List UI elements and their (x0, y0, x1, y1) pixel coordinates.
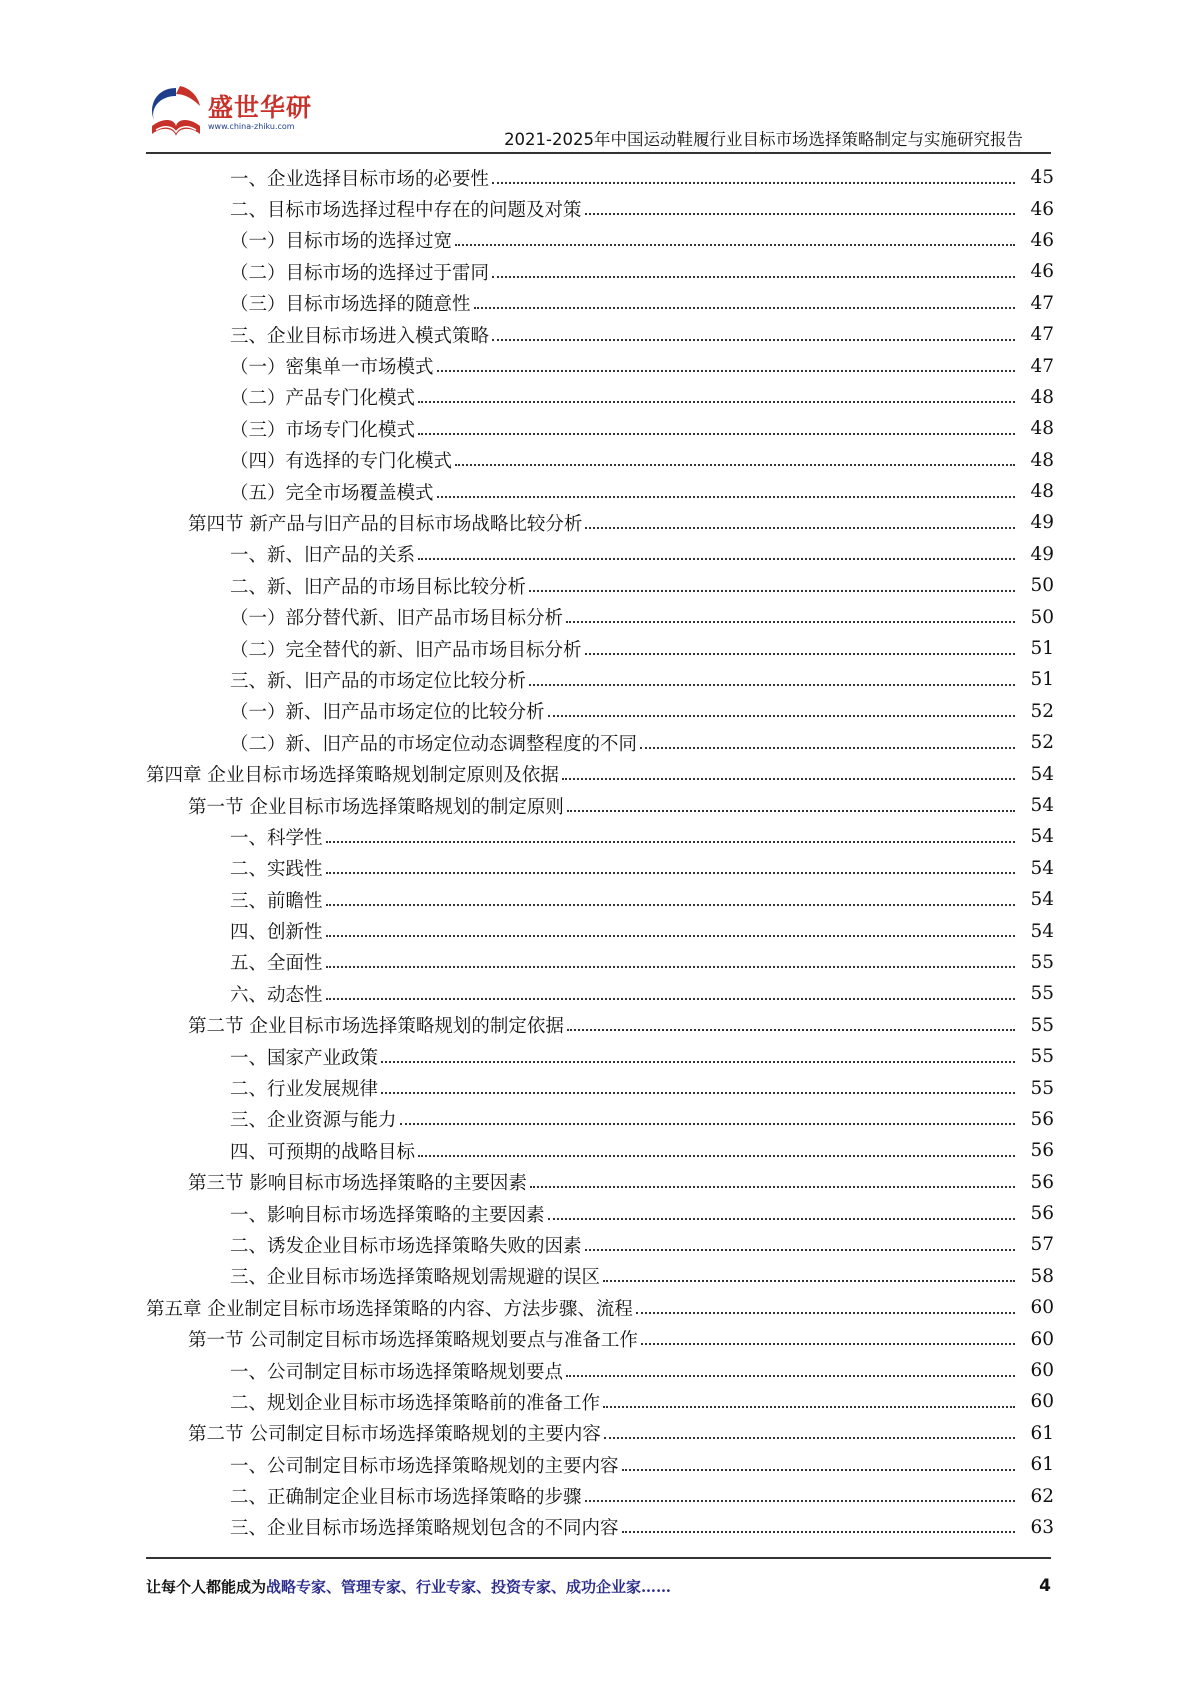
report-title: 2021-2025年中国运动鞋履行业目标市场选择策略制定与实施研究报告 (504, 130, 1023, 149)
toc-entry[interactable] (0, 445, 1191, 476)
toc-entry-label: 第二节 企业目标市场选择策略规划的制定依据 (188, 1016, 564, 1038)
toc-entry-page: 51 (1030, 669, 1054, 691)
toc-entry-page: 47 (1030, 324, 1054, 346)
toc-entry[interactable] (0, 1355, 1191, 1386)
toc-dot-leader (529, 684, 1015, 686)
toc-dot-leader (326, 904, 1015, 906)
page-header (0, 0, 1191, 160)
toc-entry[interactable] (0, 1198, 1191, 1229)
toc-entry[interactable] (0, 978, 1191, 1009)
toc-entry-page: 60 (1030, 1391, 1054, 1413)
toc-entry-page: 60 (1030, 1297, 1054, 1319)
toc-entry-label: 一、新、旧产品的关系 (230, 545, 416, 567)
logo-url: www.china-zhiku.com (208, 122, 295, 131)
toc-entry-label: （三）目标市场选择的随意性 (230, 294, 471, 316)
toc-dot-leader (636, 1312, 1015, 1314)
toc-entry[interactable] (0, 915, 1191, 946)
toc-dot-leader (641, 1343, 1015, 1345)
toc-entry-page: 55 (1030, 983, 1054, 1005)
toc-dot-leader (455, 464, 1015, 466)
toc-entry-label: 第四章 企业目标市场选择策略规划制定原则及依据 (146, 765, 559, 787)
toc-entry-label: （一）目标市场的选择过宽 (230, 231, 453, 253)
toc-entry[interactable] (0, 193, 1191, 224)
toc-dot-leader (530, 1186, 1015, 1188)
toc-entry-page: 56 (1030, 1140, 1054, 1162)
toc-entry-label: 六、动态性 (230, 984, 323, 1006)
toc-entry-label: 四、创新性 (230, 922, 323, 944)
toc-entry[interactable] (0, 947, 1191, 978)
toc-entry[interactable] (0, 1135, 1191, 1166)
toc-entry-label: 一、公司制定目标市场选择策略规划的主要内容 (230, 1455, 619, 1477)
toc-entry-label: （二）产品专门化模式 (230, 388, 416, 410)
toc-entry-page: 45 (1030, 167, 1054, 189)
toc-entry[interactable] (0, 476, 1191, 507)
toc-entry[interactable] (0, 256, 1191, 287)
toc-entry[interactable] (0, 1229, 1191, 1260)
toc-entry-label: 第四节 新产品与旧产品的目标市场战略比较分析 (188, 513, 583, 535)
toc-entry-label: 三、企业目标市场进入模式策略 (230, 325, 490, 347)
toc-entry-label: （二）新、旧产品的市场定位动态调整程度的不同 (230, 733, 638, 755)
toc-entry-page: 48 (1030, 481, 1054, 503)
toc-entry-page: 54 (1030, 826, 1054, 848)
toc-entry-label: 三、企业目标市场选择策略规划包含的不同内容 (230, 1518, 619, 1540)
toc-dot-leader (418, 1155, 1015, 1157)
toc-entry[interactable] (0, 790, 1191, 821)
toc-entry-page: 48 (1030, 449, 1054, 471)
toc-entry-page: 52 (1030, 700, 1054, 722)
toc-entry-page: 46 (1030, 229, 1054, 251)
toc-dot-leader (585, 527, 1015, 529)
toc-entry[interactable] (0, 1261, 1191, 1292)
toc-entry-label: 第二节 公司制定目标市场选择策略规划的主要内容 (188, 1424, 601, 1446)
toc-entry[interactable] (0, 1512, 1191, 1543)
footer-slogan (146, 1576, 671, 1597)
toc-entry-label: 第一节 企业目标市场选择策略规划的制定原则 (188, 796, 564, 818)
toc-dot-leader (474, 307, 1015, 309)
toc-entry-label: 三、企业资源与能力 (230, 1110, 397, 1132)
footer-divider (146, 1557, 1051, 1559)
toc-dot-leader (562, 778, 1015, 780)
toc-entry-page: 63 (1030, 1516, 1054, 1538)
toc-entry-page: 50 (1030, 575, 1054, 597)
toc-entry-page: 55 (1030, 1046, 1054, 1068)
toc-entry-label: 二、实践性 (230, 859, 323, 881)
toc-entry[interactable] (0, 1072, 1191, 1103)
toc-dot-leader (585, 1500, 1015, 1502)
toc-entry[interactable] (0, 727, 1191, 758)
toc-entry-label: 三、新、旧产品的市场定位比较分析 (230, 670, 527, 692)
toc-entry-label: （四）有选择的专门化模式 (230, 451, 453, 473)
toc-dot-leader (604, 1437, 1015, 1439)
toc-entry[interactable] (0, 225, 1191, 256)
toc-entry[interactable] (0, 696, 1191, 727)
toc-entry[interactable] (0, 1449, 1191, 1480)
toc-entry-page: 46 (1030, 198, 1054, 220)
toc-dot-leader (437, 370, 1015, 372)
toc-entry-page: 54 (1030, 920, 1054, 942)
toc-entry-page: 56 (1030, 1203, 1054, 1225)
toc-entry[interactable] (0, 664, 1191, 695)
toc-dot-leader (326, 841, 1015, 843)
toc-entry-label: 二、规划企业目标市场选择策略前的准备工作 (230, 1392, 601, 1414)
toc-entry-page: 60 (1030, 1360, 1054, 1382)
slogan-prefix: 让每个人都能成为 (146, 1578, 267, 1596)
logo-text: 盛世华研 (208, 93, 313, 122)
toc-entry[interactable] (0, 601, 1191, 632)
toc-entry[interactable] (0, 1167, 1191, 1198)
toc-dot-leader (381, 1092, 1015, 1094)
toc-entry-label: 二、诱发企业目标市场选择策略失败的因素 (230, 1235, 582, 1257)
toc-entry[interactable] (0, 539, 1191, 570)
toc-entry[interactable] (0, 350, 1191, 381)
toc-entry-page: 50 (1030, 606, 1054, 628)
toc-entry-label: 三、前瞻性 (230, 890, 323, 912)
toc-entry-page: 57 (1030, 1234, 1054, 1256)
toc-dot-leader (585, 653, 1015, 655)
toc-entry-page: 49 (1030, 543, 1054, 565)
header-divider (146, 152, 1051, 154)
toc-entry-page: 54 (1030, 857, 1054, 879)
toc-entry-page: 60 (1030, 1328, 1054, 1350)
toc-dot-leader (548, 1218, 1015, 1220)
toc-entry-page: 54 (1030, 763, 1054, 785)
toc-dot-leader (492, 339, 1015, 341)
toc-entry-page: 47 (1030, 292, 1054, 314)
toc-dot-leader (567, 810, 1015, 812)
toc-entry[interactable] (0, 1323, 1191, 1354)
toc-entry-label: （二）完全替代的新、旧产品市场目标分析 (230, 639, 582, 661)
toc-dot-leader (640, 747, 1015, 749)
toc-entry-label: 二、行业发展规律 (230, 1079, 379, 1101)
toc-entry-page: 55 (1030, 1014, 1054, 1036)
toc-dot-leader (326, 966, 1015, 968)
toc-dot-leader (603, 1406, 1015, 1408)
toc-entry-page: 48 (1030, 386, 1054, 408)
company-logo (146, 82, 316, 144)
toc-dot-leader (455, 244, 1015, 246)
toc-entry-label: 第五章 企业制定目标市场选择策略的内容、方法步骤、流程 (146, 1298, 633, 1320)
toc-entry[interactable] (0, 162, 1191, 193)
toc-entry[interactable] (0, 853, 1191, 884)
toc-dot-leader (400, 1123, 1015, 1125)
toc-entry-label: 一、企业选择目标市场的必要性 (230, 168, 490, 190)
toc-entry-label: 一、国家产业政策 (230, 1047, 379, 1069)
toc-entry[interactable] (0, 1292, 1191, 1323)
toc-entry[interactable] (0, 507, 1191, 538)
toc-dot-leader (326, 872, 1015, 874)
toc-entry-page: 54 (1030, 889, 1054, 911)
toc-entry-label: （一）新、旧产品市场定位的比较分析 (230, 702, 545, 724)
toc-entry[interactable] (0, 382, 1191, 413)
toc-entry-page: 54 (1030, 795, 1054, 816)
toc-entry-label: 一、科学性 (230, 827, 323, 849)
toc-entry-page: 48 (1030, 418, 1054, 440)
toc-entry-page: 55 (1030, 1077, 1054, 1099)
toc-entry-label: （二）目标市场的选择过于雷同 (230, 262, 490, 284)
toc-entry-label: （一）部分替代新、旧产品市场目标分析 (230, 608, 564, 630)
toc-entry-label: （五）完全市场覆盖模式 (230, 482, 434, 504)
page-footer (146, 1576, 1051, 1606)
toc-entry-page: 51 (1030, 638, 1054, 660)
toc-entry[interactable] (0, 1104, 1191, 1135)
toc-dot-leader (418, 401, 1015, 403)
toc-entry-label: 五、全面性 (230, 953, 323, 975)
toc-entry[interactable] (0, 319, 1191, 350)
toc-entry[interactable] (0, 758, 1191, 789)
toc-entry-page: 56 (1030, 1108, 1054, 1130)
toc-entry-label: 一、影响目标市场选择策略的主要因素 (230, 1204, 545, 1226)
toc-entry-label: 四、可预期的战略目标 (230, 1141, 416, 1163)
toc-entry-page: 46 (1030, 261, 1054, 283)
toc-entry[interactable] (0, 1418, 1191, 1449)
slogan-roles: 战略专家、管理专家、行业专家、投资专家、成功企业家…… (266, 1578, 672, 1596)
toc-entry[interactable] (0, 633, 1191, 664)
toc-entry[interactable] (0, 884, 1191, 915)
toc-entry[interactable] (0, 1041, 1191, 1072)
toc-entry-label: （一）密集单一市场模式 (230, 357, 434, 379)
toc-dot-leader (585, 213, 1015, 215)
toc-entry-page: 47 (1030, 355, 1054, 377)
toc-entry-page: 61 (1030, 1422, 1054, 1444)
toc-dot-leader (566, 621, 1015, 623)
toc-dot-leader (622, 1531, 1015, 1533)
toc-dot-leader (566, 1375, 1015, 1377)
toc-entry-label: 第三节 影响目标市场选择策略的主要因素 (188, 1173, 527, 1195)
toc-dot-leader (567, 1029, 1015, 1031)
toc-entry-label: 二、正确制定企业目标市场选择策略的步骤 (230, 1487, 582, 1509)
toc-dot-leader (418, 558, 1015, 560)
toc-dot-leader (418, 433, 1015, 435)
toc-entry-label: 三、企业目标市场选择策略规划需规避的误区 (230, 1267, 601, 1289)
page-number: 4 (1039, 1576, 1051, 1596)
toc-dot-leader (529, 590, 1015, 592)
table-of-contents (0, 162, 1191, 1543)
toc-dot-leader (492, 182, 1015, 184)
toc-dot-leader (381, 1061, 1015, 1063)
toc-entry-page: 55 (1030, 951, 1054, 973)
toc-entry[interactable] (0, 413, 1191, 444)
toc-dot-leader (326, 998, 1015, 1000)
toc-dot-leader (622, 1469, 1015, 1471)
toc-entry[interactable] (0, 821, 1191, 852)
toc-dot-leader (437, 496, 1015, 498)
toc-entry-page: 62 (1030, 1485, 1054, 1507)
toc-entry-label: （三）市场专门化模式 (230, 419, 416, 441)
toc-entry[interactable] (0, 1386, 1191, 1417)
toc-dot-leader (603, 1280, 1015, 1282)
toc-entry-label: 二、目标市场选择过程中存在的问题及对策 (230, 200, 582, 222)
toc-entry-label: 二、新、旧产品的市场目标比较分析 (230, 576, 527, 598)
toc-entry[interactable] (0, 1010, 1191, 1041)
toc-dot-leader (326, 935, 1015, 937)
toc-dot-leader (548, 715, 1015, 717)
toc-dot-leader (492, 276, 1015, 278)
toc-entry-page: 49 (1030, 512, 1054, 534)
toc-entry-label: 第一节 公司制定目标市场选择策略规划要点与准备工作 (188, 1330, 638, 1352)
toc-entry-page: 52 (1030, 732, 1054, 754)
toc-entry[interactable] (0, 1480, 1191, 1511)
toc-entry-label: 一、公司制定目标市场选择策略规划要点 (230, 1361, 564, 1383)
toc-entry[interactable] (0, 570, 1191, 601)
logo-emblem-icon (146, 82, 206, 144)
toc-entry-page: 58 (1030, 1265, 1054, 1287)
toc-entry-page: 61 (1030, 1454, 1054, 1476)
toc-entry-page: 56 (1030, 1171, 1054, 1193)
toc-dot-leader (585, 1249, 1015, 1251)
toc-entry[interactable] (0, 288, 1191, 319)
